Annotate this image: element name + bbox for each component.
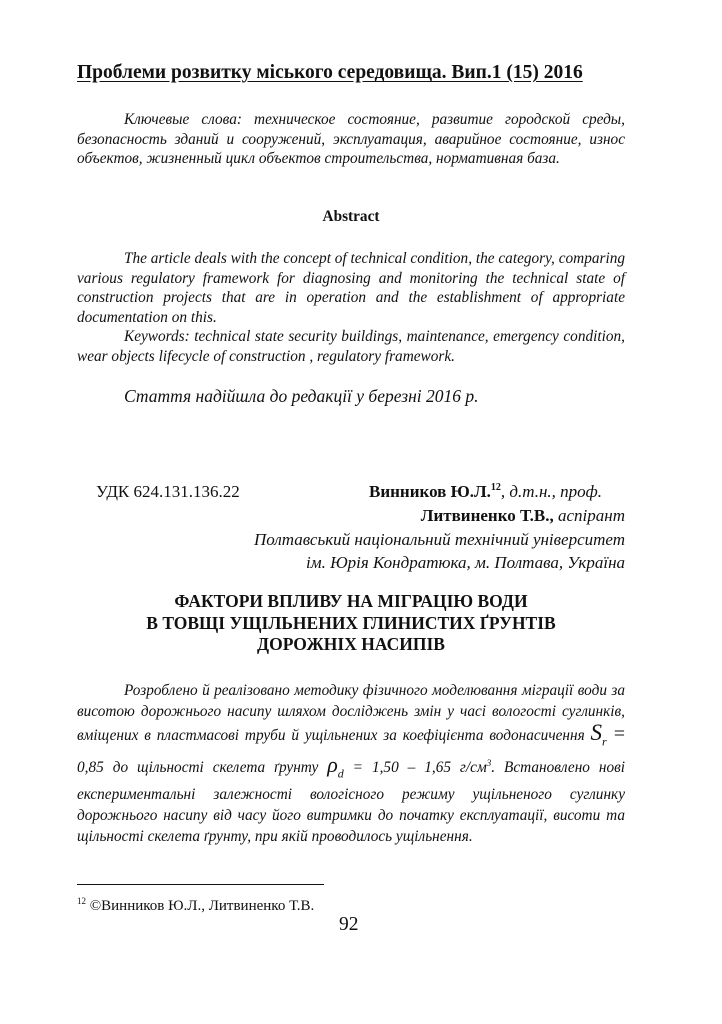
keywords-ru-text: Ключевые слова: техническое состояние, развитие городской среды, безопасность зданий и сооружений, эксплуатация, аварийное состояние, износ объектов, жизненный цикл объектов строительства, нормативная база. bbox=[77, 111, 625, 168]
article-annotation bbox=[77, 680, 625, 847]
abstract-heading: Abstract bbox=[322, 208, 380, 225]
journal-header: Проблеми розвитку міського середовища. Вип.1 (15) 2016 bbox=[77, 62, 583, 83]
rho-value: = 1,50 – 1,65 г/см bbox=[343, 758, 487, 776]
article-title-line-3: ДОРОЖНІХ НАСИПІВ bbox=[257, 634, 445, 654]
footnote-separator bbox=[77, 884, 324, 885]
rho-letter: ρ bbox=[327, 751, 338, 777]
sr-symbol bbox=[590, 720, 607, 749]
annotation-part-1: Розроблено й реалізовано методику фізичного моделювання міграції води за висотою дорожнього насипу шляхом досліджень змін у часі вологості суглинків, вміщених в пластмасові труби й ущільнених за коефіцієнта водонасичення bbox=[77, 682, 625, 744]
footnote bbox=[77, 896, 314, 915]
sr-equals: = bbox=[606, 723, 626, 745]
footnote-marker[interactable]: 12 bbox=[490, 482, 501, 493]
footnote-text: ©Винников Ю.Л., Литвиненко Т.В. bbox=[86, 898, 315, 914]
abstract-body: The article deals with the concept of technical condition, the category, comparing various regulatory framework for diagnosing and monitoring the technical state of construction projects that are in operation and the establishment of appropriate documentation on this. bbox=[77, 250, 625, 326]
rho-subscript: d bbox=[337, 766, 344, 781]
author-2-credentials: аспірант bbox=[553, 506, 625, 525]
article-title bbox=[77, 591, 625, 656]
rho-symbol bbox=[327, 751, 344, 781]
author-2-name: Литвиненко Т.В., bbox=[420, 506, 554, 525]
author-1-name: Винников Ю.Л. bbox=[369, 482, 491, 501]
abstract-keywords bbox=[77, 327, 625, 366]
abstract-keywords-text: Keywords: technical state security buildings, maintenance, emergency condition, wear objects lifecycle of construction , regulatory framework. bbox=[77, 328, 625, 365]
udc-code: УДК 624.131.136.22 bbox=[96, 482, 240, 501]
affiliation-line-1: Полтавський національний технічний університет bbox=[254, 530, 625, 549]
footnote-mark: 12 bbox=[77, 896, 86, 906]
sr-value: 0,85 до щільності скелета ґрунту bbox=[77, 758, 319, 776]
sr-letter: S bbox=[590, 720, 603, 745]
author-2 bbox=[421, 506, 625, 526]
abstract-text bbox=[77, 249, 625, 327]
author-1 bbox=[369, 482, 602, 502]
rho-unit-exponent: 3 bbox=[486, 757, 492, 768]
article-title-line-1: ФАКТОРИ ВПЛИВУ НА МІГРАЦІЮ ВОДИ bbox=[174, 591, 528, 611]
article-title-line-2: В ТОВЩІ УЩІЛЬНЕНИХ ГЛИНИСТИХ ҐРУНТІВ bbox=[146, 612, 556, 633]
keywords-ru bbox=[77, 110, 625, 169]
affiliation-line-2: ім. Юрія Кондратюка, м. Полтава, Україна bbox=[306, 553, 625, 572]
received-note: Стаття надійшла до редакції у березні 2016 р. bbox=[124, 386, 479, 406]
sr-subscript: r bbox=[602, 734, 607, 749]
page-number: 92 bbox=[339, 914, 359, 935]
author-1-credentials: , д.т.н., проф. bbox=[500, 482, 602, 501]
annotation-part-2: . Встановлено нові експериментальні залежності вологісного режиму ущільненого суглинку дорожнього насипу від часу його витримки до початку експлуатації, висоти та щільності скелета ґрунту, при якій проводилось ущільнення. bbox=[77, 758, 626, 846]
